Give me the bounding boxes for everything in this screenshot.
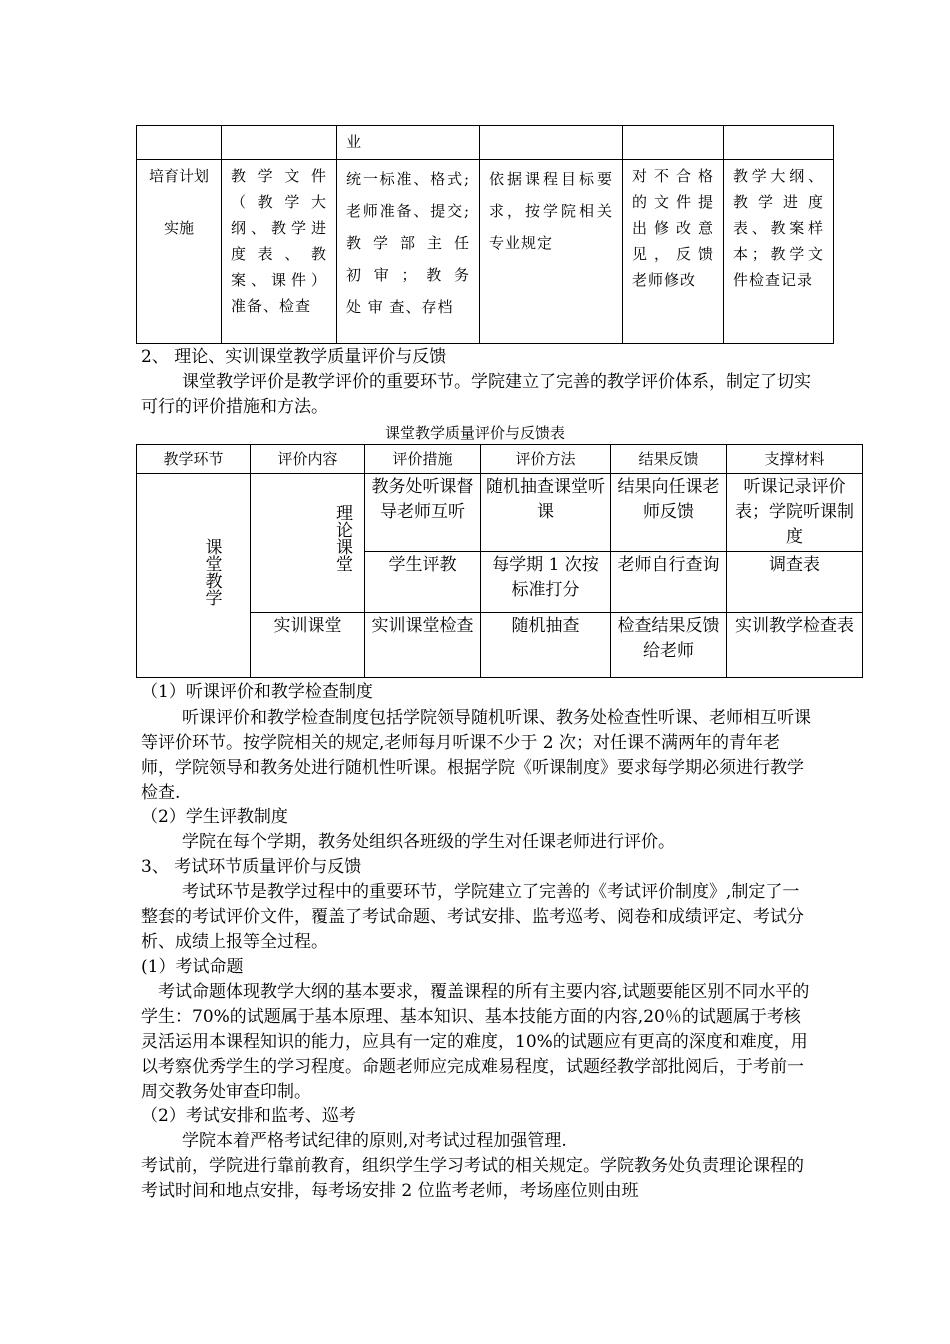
sub-heading: （2）考试安排和监考、巡考	[141, 1106, 356, 1126]
paragraph: 考试前，学院进行靠前教育，组织学生学习考试的相关规定。学院教务处负责理论课程的考试时间和地点安排，每考场安排 2 位监考老师，考场座位则由班	[141, 1156, 804, 1201]
table-cell: 对 不 合 格 的 文 件 提 出 修 改 意 见 ， 反 馈 老师修改	[623, 160, 724, 344]
table-caption: 课堂教学质量评价与反馈表	[384, 424, 565, 442]
column-header: 教学环节	[137, 445, 251, 474]
table-cell	[222, 126, 337, 160]
section-heading: 2、 理论、实训课堂教学质量评价与反馈	[141, 347, 447, 367]
teaching-files-table	[136, 125, 834, 344]
column-header: 评价措施	[365, 445, 481, 474]
sub-heading: (1）考试命题	[141, 957, 244, 977]
table-cell: 实训课堂检查	[365, 613, 481, 678]
table-cell: 调查表	[727, 552, 863, 613]
table-cell	[724, 126, 834, 160]
column-header: 支撑材料	[727, 445, 863, 474]
table-cell: 学生评教	[365, 552, 481, 613]
table-cell: 教务处听课督导老师互听	[365, 474, 481, 552]
table-cell	[623, 126, 724, 160]
table-cell	[137, 126, 222, 160]
theory-label: 理论课堂	[332, 504, 352, 572]
table-cell: 实训课堂	[251, 613, 365, 678]
table-cell: 业	[337, 126, 480, 160]
table-cell: 统一标准、格式; 老师准备、提交; 教 学 部 主 任 初 审 ； 教 务 处 审 查、存档	[337, 160, 480, 344]
paragraph: 考试命题体现教学大纲的基本要求，覆盖课程的所有主要内容,试题要能区别不同水平的学生：70%的试题属于基本原理、基本知识、基本技能方面的内容,20％的试题属于考核灵活运用本课程知识的能力，应具有一定的难度，10%的试题应有更高的深度和难度，用以考察优秀学生的学习程度。命题老师应完成难易程度，试题经教学部批阅后，于考前一周交教务处审查印制。	[141, 982, 810, 1102]
table-cell: 结果向任课老师反馈	[611, 474, 727, 552]
table-cell	[480, 126, 623, 160]
table-cell	[137, 160, 222, 344]
table-cell: 教学大纲、 教 学 进 度 表、教案样 本；教学文 件检查记录	[724, 160, 834, 344]
paragraph: 课堂教学评价是教学评价的重要环节。学院建立了完善的教学评价体系，制定了切实可行的评价措施和方法。	[141, 372, 811, 417]
cell-line: 培育计划	[148, 167, 209, 185]
section-heading: 3、 考试环节质量评价与反馈	[141, 857, 362, 877]
table-cell: 检查结果反馈给老师	[611, 613, 727, 678]
table-cell: 随机抽查	[481, 613, 611, 678]
table-cell: 每学期 1 次按标准打分	[481, 552, 611, 613]
column-header: 结果反馈	[611, 445, 727, 474]
paragraph: 学院在每个学期，教务处组织各班级的学生对任课老师进行评价。	[182, 832, 675, 852]
table-cell: 教 学 文 件 （ 教 学 大 纲、教学进 度 表 、 教 案、课件） 准备、检查	[222, 160, 337, 344]
theory-cell	[251, 474, 365, 613]
paragraph: 学院本着严格考试纪律的原则,对考试过程加强管理.	[182, 1131, 567, 1151]
table-cell: 依据课程目标要 求，按学院相关 专业规定	[480, 160, 623, 344]
cell-line: 实施	[163, 219, 194, 237]
table-cell: 随机抽查课堂听课	[481, 474, 611, 552]
evaluation-table	[136, 444, 863, 678]
paragraph: 听课评价和教学检查制度包括学院领导随机听课、教务处检查性听课、老师相互听课等评价环节。按学院相关的规定,老师每月听课不少于 2 次；对任课不满两年的青年老师，学院领导和教务处进行随机性听课。根据学院《听课制度》要求每学期必须进行教学检查.	[141, 708, 811, 803]
sub-heading: （1）听课评价和教学检查制度	[141, 682, 373, 702]
paragraph: 考试环节是教学过程中的重要环节，学院建立了完善的《考试评价制度》,制定了一整套的考试评价文件，覆盖了考试命题、考试安排、监考巡考、阅卷和成绩评定、考试分析、成绩上报等全过程。	[141, 882, 804, 952]
column-header: 评价内容	[251, 445, 365, 474]
table-cell: 听课记录评价表；学院听课制度	[727, 474, 863, 552]
group-label: 课堂教学	[201, 537, 222, 606]
table-cell: 实训教学检查表	[727, 613, 863, 678]
group-cell	[137, 474, 251, 678]
column-header: 评价方法	[481, 445, 611, 474]
table-cell: 老师自行查询	[611, 552, 727, 613]
sub-heading: （2）学生评教制度	[141, 807, 288, 827]
